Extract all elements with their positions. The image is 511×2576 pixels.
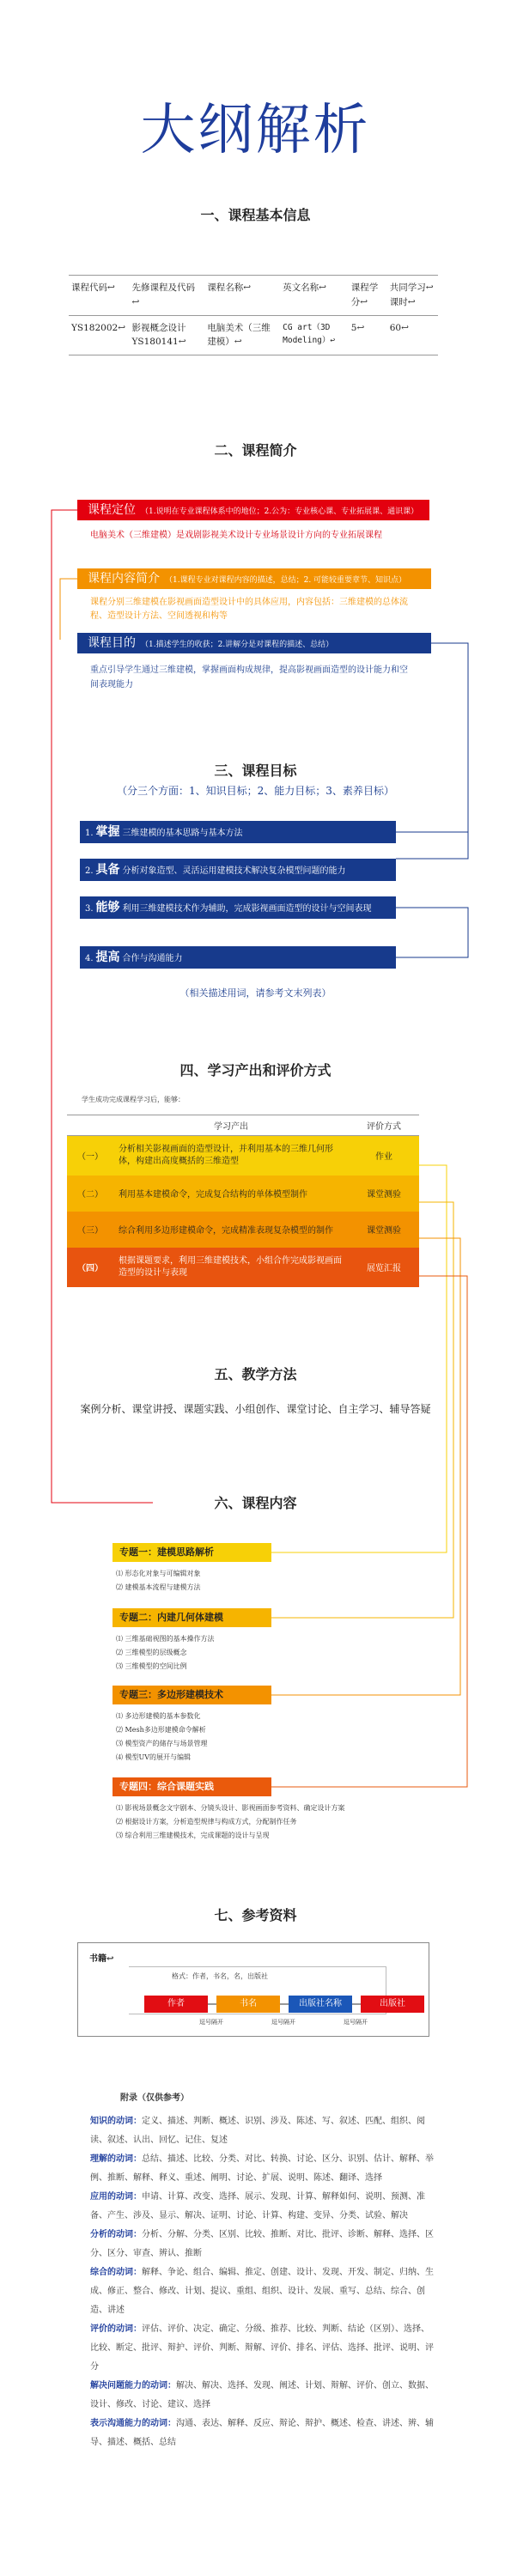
list-item: ⑴ 多边形建模的基本参数化	[116, 1712, 201, 1720]
table-header-cell: 评价方式	[349, 1115, 419, 1136]
goal-num: 1.	[85, 829, 94, 838]
chip-publisher-name: 出版社名称	[289, 1996, 352, 2013]
goals-subtitle: （分三个方面：1、知识目标；2、能力目标；3、素养目标）	[117, 785, 394, 797]
glossary-label: 理解的动词：	[90, 2154, 142, 2164]
table-header-cell: 课程学分↩	[349, 276, 387, 316]
red-connector	[52, 510, 153, 1503]
table-cell: YS182002↩	[69, 315, 129, 355]
course-content-label: 课程内容简介	[88, 572, 160, 586]
list-item: ⑷ 模型UV的展开与编辑	[116, 1753, 192, 1761]
outcome-index: （一）	[77, 1152, 103, 1163]
course-goal-label: 课程目的	[88, 636, 136, 650]
goal-key: 具备	[95, 863, 120, 877]
amber-connector	[271, 1202, 453, 1618]
table-cell: 电脑美术（三维建模）↩	[204, 315, 280, 355]
glossary-text: 申请、计算、改变、选择、展示、发现、计算、解释如何、说明、预测、准备、产生、涉及、显示、解决、证明、讨论、计算、构建、变异、分类、试验、解决	[90, 2192, 425, 2221]
course-position-text: 电脑美术（三维建模）是戏剧影视美术设计专业场景设计方向的专业拓展课程	[90, 531, 382, 540]
page-title: 大纲解析	[140, 99, 371, 162]
course-content-text: 课程分别三维建模在影视画面造型设计中的具体应用，内容包括：三维建模的总体流程、造型设计方法、空间透视和构等	[90, 598, 408, 621]
section-heading-content: 六、课程内容	[214, 1495, 297, 1511]
list-item: ⑶ 三维模型的空间比例	[116, 1662, 187, 1670]
outcome-eval: 展览汇报	[367, 1264, 401, 1273]
yellow-connector	[271, 1165, 447, 1552]
section-heading-outcomes: 四、学习产出和评价方式	[179, 1062, 332, 1078]
glossary-text: 解释、争论、组合、编辑、推定、创建、设计、发现、开发、制定、归纳、生成、修正、整合、修改、计划、提议、重组、组织、设计、发展、重写、总结、综合、创造、讲述	[90, 2268, 434, 2315]
section-heading-intro: 二、课程简介	[214, 442, 297, 459]
outcome-index: （四）	[77, 1264, 103, 1273]
goals-note: （相关描述用词，请参考文末列表）	[179, 987, 332, 999]
goal-num: 3.	[85, 904, 94, 914]
goal-num: 2.	[85, 866, 94, 876]
table-cell: 影视概念设计YS180141↩	[129, 315, 204, 355]
table-cell: 5↩	[349, 315, 387, 355]
topic-1-bar: 专题一：建模思路解析	[113, 1543, 271, 1562]
list-item: ⑴ 三维基础视图的基本操作方法	[116, 1635, 215, 1643]
glossary-text: 分析、分解、分类、区别、比较、推断、对比、批评、诊断、解释、选择、区分、区分、审查、辨认、推断	[90, 2230, 434, 2258]
comma-tag: 逗号隔开	[199, 2019, 223, 2026]
glossary-title: 附录（仅供参考）	[120, 2093, 189, 2103]
list-item: ⑵ 建模基本流程与建模方法	[116, 1583, 201, 1591]
section-heading-basic-info: 一、课程基本信息	[200, 207, 311, 223]
topic-3-bar: 专题三：多边形建模技术	[113, 1686, 271, 1704]
glossary-label: 解决问题能力的动词：	[90, 2381, 176, 2391]
methods-text: 案例分析、课堂讲授、课题实践、小组创作、课堂讨论、自主学习、辅导答疑	[80, 1403, 431, 1415]
table-header-cell: 学习产出	[113, 1115, 349, 1136]
glossary-text: 定义、描述、判断、概述、识别、涉及、陈述、写、叙述、匹配、组织、阅读、叙述、认出、回忆、记住、复述	[90, 2117, 425, 2145]
glossary-label: 综合的动词：	[90, 2268, 142, 2277]
chip-author: 作者	[144, 1996, 208, 2013]
red-orange-connector	[271, 1276, 467, 1787]
comma-tag: 逗号隔开	[344, 2019, 368, 2026]
glossary-text: 解决、解决、选择、发现、阐述、计划、辩解、评价、创立、数据、设计、修改、讨论、建议、选择	[90, 2381, 434, 2409]
course-goal-note: （1.描述学生的收获；2.讲解分是对课程的描述、总结）	[141, 641, 334, 649]
course-goal-text: 重点引导学生通过三维建模，掌握画面构成规律，提高影视画面造型的设计能力和空间表现能力	[90, 665, 408, 690]
blue-connector	[396, 643, 468, 859]
glossary-label: 应用的动词：	[90, 2192, 142, 2202]
outcome-text: 利用基本建模命令，完成复合结构的单体模型制作	[119, 1190, 307, 1200]
section-heading-goals: 三、课程目标	[214, 762, 297, 779]
reference-format: 格式：作者，书名，名，出版社	[172, 1972, 268, 1980]
outcome-text: 分析相关影视画面的造型设计，并利用基本的三维几何形体，构建出高度概括的三维造型	[119, 1144, 333, 1166]
list-item: ⑴ 影视场景概念文字剧本、分镜头设计、影视画面参考资料、确定设计方案	[116, 1804, 345, 1812]
outcome-eval: 课堂测验	[367, 1190, 401, 1200]
glossary-label: 评价的动词：	[90, 2324, 142, 2334]
outcome-eval: 作业	[375, 1152, 392, 1163]
list-item: ⑵ Mesh多边形建模命令解析	[116, 1726, 206, 1734]
course-content-note: （1.课程专业对课程内容的描述，总结；2. 可能较重要章节、知识点）	[165, 576, 407, 585]
course-position-note: （1.说明在专业课程体系中的地位；2.公为：专业核心课、专业拓展课、通识课）	[141, 507, 419, 516]
comma-tag: 逗号隔开	[271, 2019, 295, 2026]
table-header-cell: 先修课程及代码↩	[129, 276, 204, 316]
goal-text: 利用三维建模技术作为辅助，完成影视画面造型的设计与空间表现	[122, 904, 372, 914]
outcome-text: 根据课题要求，利用三维建模技术，小组合作完成影视画面造型的设计与表现	[119, 1255, 342, 1278]
table-header-cell: 课程代码↩	[69, 276, 129, 316]
table-cell: CG art（3D Modeling）↩	[280, 315, 349, 355]
list-item: ⑵ 三维模型的层级概念	[116, 1649, 187, 1656]
table-cell: 60↩	[387, 315, 438, 355]
glossary-label: 分析的动词：	[90, 2230, 142, 2239]
goal-text: 分析对象造型、灵活运用建模技术解决复杂模型问题的能力	[122, 866, 346, 876]
outcome-text: 综合利用多边形建模命令，完成精准表现复杂模型的制作	[119, 1226, 333, 1236]
list-item: ⑴ 形态化对象与可编辑对象	[116, 1570, 201, 1577]
glossary-label: 表示沟通能力的动词：	[90, 2419, 176, 2428]
blue-connector-3	[396, 908, 468, 957]
list-item: ⑵ 根据设计方案，分析造型规律与构成方式，分配制作任务	[116, 1818, 297, 1826]
goal-text: 合作与沟通能力	[122, 954, 183, 963]
goal-num: 4.	[85, 954, 94, 963]
outcome-eval: 课堂测验	[367, 1226, 401, 1236]
goal-text: 三维建模的基本思路与基本方法	[122, 829, 243, 838]
chip-book-title: 书名	[216, 1996, 280, 2013]
list-item: ⑶ 模型资产的储存与场景管理	[116, 1740, 208, 1747]
table-header-cell: 课程名称↩	[204, 276, 280, 316]
glossary-text: 总结、描述、比较、分类、对比、转换、讨论、区分、识别、估计、解释、举例、推断、解释、释义、重述、阐明、讨论、扩展、说明、陈述、翻译、选择	[90, 2154, 434, 2183]
orange-connector	[60, 579, 77, 640]
topic-2-bar: 专题二：内建几何体建模	[113, 1608, 271, 1627]
outcome-index: （二）	[77, 1190, 103, 1200]
glossary-label: 知识的动词：	[90, 2117, 142, 2126]
table-header-cell: 共同学习↩课时↩	[387, 276, 438, 316]
goal-key: 能够	[95, 901, 120, 914]
table-header-cell: 英文名称↩	[280, 276, 349, 316]
outcomes-intro: 学生成功完成课程学习后，能够：	[82, 1096, 185, 1103]
course-position-label: 课程定位	[88, 503, 136, 517]
chip-publisher: 出版社	[361, 1996, 424, 2013]
glossary-text: 评估、评价、决定、确定、分级、推荐、比较、判断、结论（区别）、选择、比较、断定、批评、辩护、评价、判断、辩解、评价、排名、评估、选择、批评、说明、评分	[90, 2324, 434, 2372]
goal-key: 掌握	[95, 825, 120, 839]
outcome-index: （三）	[77, 1226, 103, 1236]
list-item: ⑶ 综合利用三维建模技术，完成课题的设计与呈现	[116, 1832, 270, 1839]
goal-key: 提高	[95, 951, 120, 964]
section-heading-references: 七、参考资料	[214, 1907, 297, 1923]
orange-connector-2	[271, 1238, 460, 1695]
reference-label: 书籍↩	[89, 1954, 114, 1964]
glossary-text: 沟通、表达、解释、反应、辩论、辩护、概述、检查、讲述、辨、辅导、描述、概括、总结	[90, 2419, 434, 2447]
topic-4-bar: 专题四：综合课题实践	[113, 1777, 271, 1796]
section-heading-methods: 五、教学方法	[214, 1366, 297, 1382]
